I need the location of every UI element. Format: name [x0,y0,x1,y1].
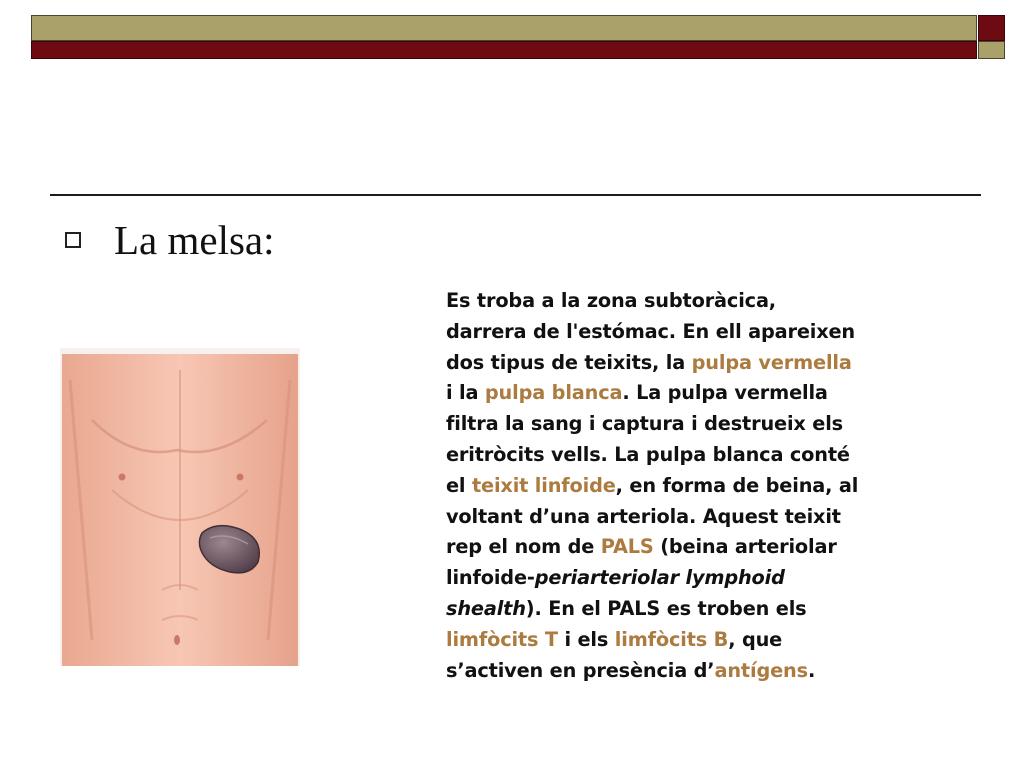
term-pals: PALS [600,535,654,559]
title-divider [50,194,981,196]
term-b-lymphocytes: limfòcits B [614,627,729,651]
olive-bar [31,15,977,41]
hollow-square-bullet-icon [65,232,81,248]
navel [174,635,180,645]
left-nipple [119,474,126,481]
description-paragraph: Es troba a la zona subtoràcica, darrera de l'estómac. En ell apareixen dos tipus de teixits, la pulpa vermella i la pulpa blanca. La pulpa vermella filtra la sang i captura i destrueix els eritròcits vells. La pulpa blanca conté el teixit linfoide, en forma de beina, al voltant d’una arteriola. Aquest teixit rep el nom de PALS (beina arteriolar linfoide-periarteriolar lymphoid shealth). En el PALS es troben els limfòcits T i els limfòcits B, que s’activen en presència d’antígens. [446,289,859,682]
top-decoration [0,0,1024,70]
crimson-square [978,15,1005,41]
term-antigens: antígens [714,658,808,682]
torso-spleen-illustration [52,340,310,685]
slide-heading: La melsa: [114,217,275,263]
olive-square [978,41,1005,59]
right-nipple [237,474,244,481]
term-white-pulp: pulpa blanca [484,381,623,405]
term-t-lymphocytes: limfòcits T [446,627,558,651]
term-lymphoid-tissue: teixit linfoide [471,473,616,497]
crimson-bar [31,41,977,59]
term-red-pulp: pulpa vermella [691,350,852,374]
